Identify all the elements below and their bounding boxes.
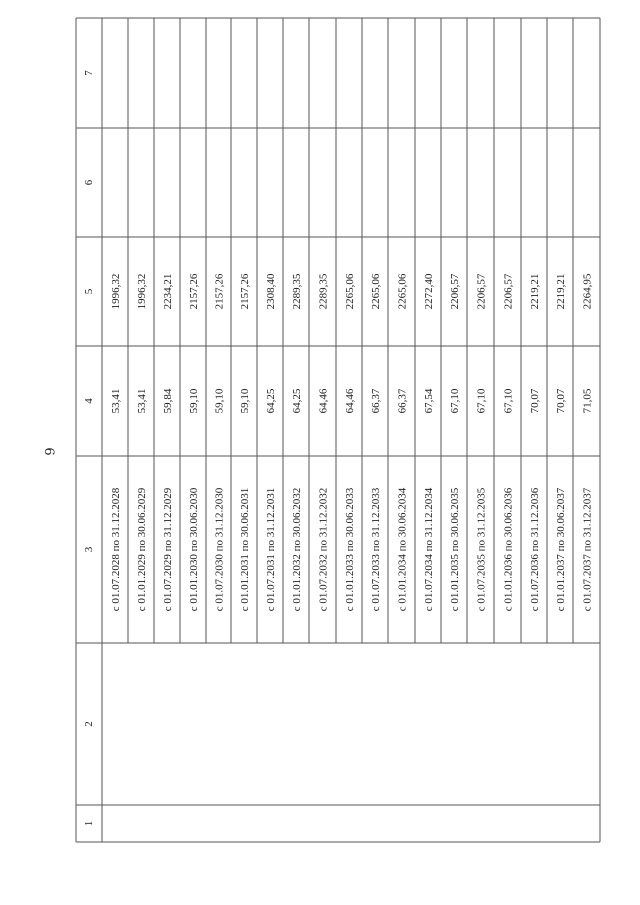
cell-col5: 2206,57 — [502, 273, 515, 310]
cell-col5: 2265,06 — [370, 273, 382, 310]
header-col-3: 3 — [83, 546, 95, 553]
page-number: 9 — [43, 447, 59, 456]
cell-col4: 64,46 — [344, 388, 356, 414]
cell-col4: 59,10 — [213, 388, 226, 414]
header-col-1: 1 — [83, 820, 95, 827]
cell-period: с 01.01.2032 по 30.06.2032 — [291, 487, 303, 612]
cell-col5: 2265,06 — [344, 273, 356, 310]
cell-period: с 01.01.2036 по 30.06.2036 — [502, 487, 515, 612]
header-col-7: 7 — [83, 70, 95, 76]
cell-period: с 01.07.2034 по 31.12.2034 — [423, 487, 435, 612]
cell-period: с 01.01.2029 по 30.06.2029 — [136, 487, 148, 612]
cell-period: с 01.07.2031 по 31.12.2031 — [265, 487, 277, 612]
cell-col4: 59,10 — [239, 388, 251, 414]
cell-period: с 01.07.2035 по 31.12.2035 — [475, 487, 488, 612]
cell-col5: 2272,40 — [423, 273, 435, 310]
cell-col5: 2219,21 — [555, 273, 567, 310]
cell-col4: 67,10 — [502, 388, 515, 414]
cell-col5: 1996,32 — [110, 273, 122, 310]
cell-period: с 01.07.2030 по 31.12.2030 — [213, 487, 226, 612]
cell-col4: 66,37 — [396, 388, 409, 414]
cell-col4: 64,25 — [291, 388, 303, 414]
cell-period: с 01.07.2032 по 31.12.2032 — [317, 487, 330, 612]
cell-col4: 53,41 — [136, 388, 148, 414]
cell-period: с 01.07.2033 по 31.12.2033 — [370, 487, 382, 612]
cell-col5: 2219,21 — [529, 273, 541, 310]
cell-period: с 01.01.2037 по 30.06.2037 — [555, 487, 567, 612]
cell-col5: 2308,40 — [265, 273, 277, 310]
cell-col4: 64,25 — [265, 388, 277, 414]
cell-col5: 2289,35 — [291, 273, 303, 310]
cell-col4: 67,10 — [449, 388, 461, 414]
header-col-2: 2 — [83, 721, 95, 727]
cell-col4: 66,37 — [370, 388, 382, 414]
cell-col5: 2157,26 — [239, 273, 251, 310]
cell-period: с 01.07.2028 по 31.12.2028 — [110, 487, 122, 612]
header-col-4: 4 — [83, 398, 95, 404]
cell-col4: 67,10 — [475, 388, 488, 414]
cell-col4: 71,05 — [581, 388, 594, 414]
cell-period: с 01.07.2029 по 31.12.2029 — [162, 487, 174, 612]
cell-col4: 59,84 — [162, 388, 174, 414]
cell-col4: 53,41 — [110, 388, 122, 414]
cell-col5: 2234,21 — [162, 273, 174, 310]
cell-period: с 01.01.2035 по 30.06.2035 — [449, 487, 461, 612]
cell-period: с 01.07.2036 по 31.12.2036 — [529, 487, 541, 612]
cell-col4: 59,10 — [188, 388, 200, 414]
cell-period: с 01.07.2037 по 31.12.2037 — [581, 487, 594, 612]
cell-period: с 01.01.2033 по 30.06.2033 — [344, 487, 356, 612]
cell-col5: 2265,06 — [396, 273, 409, 310]
header-col-5: 5 — [83, 288, 95, 295]
cell-col5: 2157,26 — [213, 273, 226, 310]
cell-period: с 01.01.2034 по 30.06.2034 — [396, 487, 409, 612]
cell-col4: 64,46 — [317, 388, 330, 414]
cell-col5: 2206,57 — [475, 273, 488, 310]
cell-period: с 01.01.2030 по 30.06.2030 — [188, 487, 200, 612]
header-col-6: 6 — [83, 179, 95, 186]
cell-col4: 67,54 — [423, 388, 435, 414]
cell-col5: 2206,57 — [449, 273, 461, 310]
cell-col5: 1996,32 — [136, 273, 148, 310]
cell-col5: 2264,95 — [581, 273, 594, 310]
cell-col4: 70,07 — [555, 388, 567, 414]
cell-col4: 70,07 — [529, 388, 541, 414]
cell-col5: 2157,26 — [188, 273, 200, 310]
cell-period: с 01.01.2031 по 30.06.2031 — [239, 487, 251, 612]
cell-col5: 2289,35 — [317, 273, 330, 310]
